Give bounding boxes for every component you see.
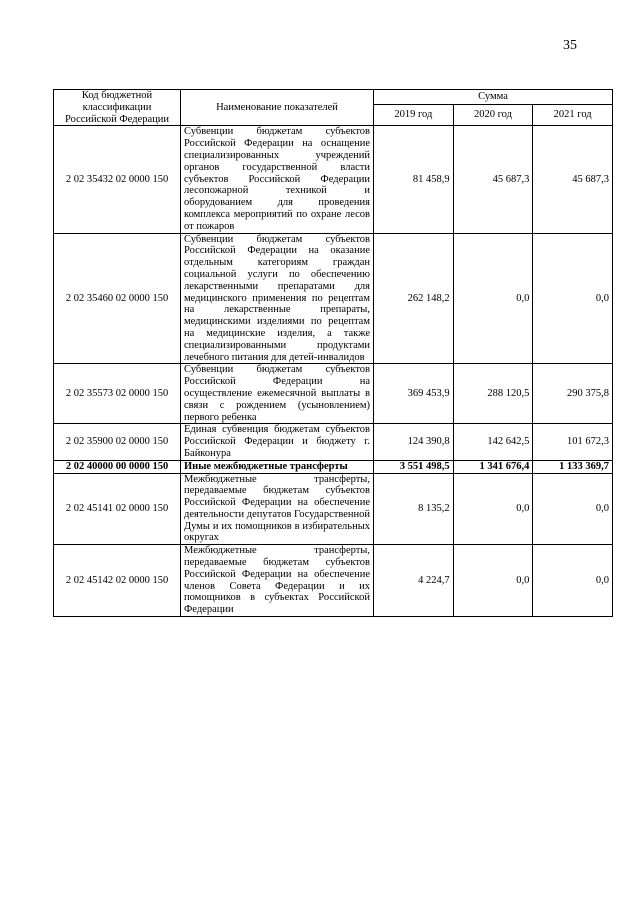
row-value-2019: 3 551 498,5 — [374, 460, 454, 473]
row-value-2019: 81 458,9 — [374, 126, 454, 233]
row-value-2019: 124 390,8 — [374, 424, 454, 460]
header-name: Наименование показателей — [181, 90, 374, 126]
header-code: Код бюджетной классификации Российской Федерации — [54, 90, 181, 126]
row-value-2021: 1 133 369,7 — [533, 460, 613, 473]
header-year-2020: 2020 год — [453, 105, 533, 126]
row-value-2021: 290 375,8 — [533, 364, 613, 424]
row-code: 2 02 45142 02 0000 150 — [54, 545, 181, 617]
row-value-2021: 45 687,3 — [533, 126, 613, 233]
row-code: 2 02 40000 00 0000 150 — [54, 460, 181, 473]
header-sum: Сумма — [374, 90, 613, 105]
row-value-2021: 101 672,3 — [533, 424, 613, 460]
row-value-2020: 0,0 — [453, 233, 533, 364]
row-code: 2 02 35900 02 0000 150 — [54, 424, 181, 460]
table-row — [54, 545, 613, 617]
row-value-2019: 4 224,7 — [374, 545, 454, 617]
header-row — [54, 90, 613, 105]
row-name: Субвенции бюджетам субъектов Российской Федерации на осуществление ежемесячной выплаты в связи с рождением (усыновлением) первого ребенка — [181, 364, 374, 424]
row-code: 2 02 45141 02 0000 150 — [54, 473, 181, 545]
row-value-2019: 369 453,9 — [374, 364, 454, 424]
table-row — [54, 364, 613, 424]
row-value-2020: 45 687,3 — [453, 126, 533, 233]
row-name: Межбюджетные трансферты, передаваемые бюджетам субъектов Российской Федерации на обеспечение деятельности депутатов Государственной Думы и их помощников в избирательных округах — [181, 473, 374, 545]
table-row — [54, 424, 613, 460]
header-year-2019: 2019 год — [374, 105, 454, 126]
row-value-2020: 1 341 676,4 — [453, 460, 533, 473]
row-value-2019: 8 135,2 — [374, 473, 454, 545]
table-row — [54, 126, 613, 233]
row-name: Межбюджетные трансферты, передаваемые бюджетам субъектов Российской Федерации на обеспечение членов Совета Федерации и их помощников в субъектах Российской Федерации — [181, 545, 374, 617]
row-name: Субвенции бюджетам субъектов Российской Федерации на оказание отдельным категориям граждан социальной услуги по обеспечению лекарственными препаратами для медицинского применения по рецептам на лекарственные препараты, медицинскими изделиями по рецептам на медицинские изделия, а также специализированными продуктами лечебного питания для детей-инвалидов — [181, 233, 374, 364]
header-year-2021: 2021 год — [533, 105, 613, 126]
row-code: 2 02 35460 02 0000 150 — [54, 233, 181, 364]
row-value-2020: 288 120,5 — [453, 364, 533, 424]
row-value-2021: 0,0 — [533, 545, 613, 617]
row-name: Иные межбюджетные трансферты — [181, 460, 374, 473]
row-value-2021: 0,0 — [533, 233, 613, 364]
row-value-2020: 142 642,5 — [453, 424, 533, 460]
row-value-2019: 262 148,2 — [374, 233, 454, 364]
row-code: 2 02 35432 02 0000 150 — [54, 126, 181, 233]
table-row-total — [54, 460, 613, 473]
table-row — [54, 473, 613, 545]
row-name: Субвенции бюджетам субъектов Российской Федерации на оснащение специализированных учреждений органов государственной власти субъектов Российской Федерации лесопожарной техникой и оборудованием для проведения комплекса мероприятий по охране лесов от пожаров — [181, 126, 374, 233]
row-value-2020: 0,0 — [453, 473, 533, 545]
row-code: 2 02 35573 02 0000 150 — [54, 364, 181, 424]
budget-table — [53, 89, 613, 617]
table-row — [54, 233, 613, 364]
row-name: Единая субвенция бюджетам субъектов Российской Федерации и бюджету г. Байконура — [181, 424, 374, 460]
row-value-2021: 0,0 — [533, 473, 613, 545]
row-value-2020: 0,0 — [453, 545, 533, 617]
page-number: 35 — [563, 38, 577, 53]
